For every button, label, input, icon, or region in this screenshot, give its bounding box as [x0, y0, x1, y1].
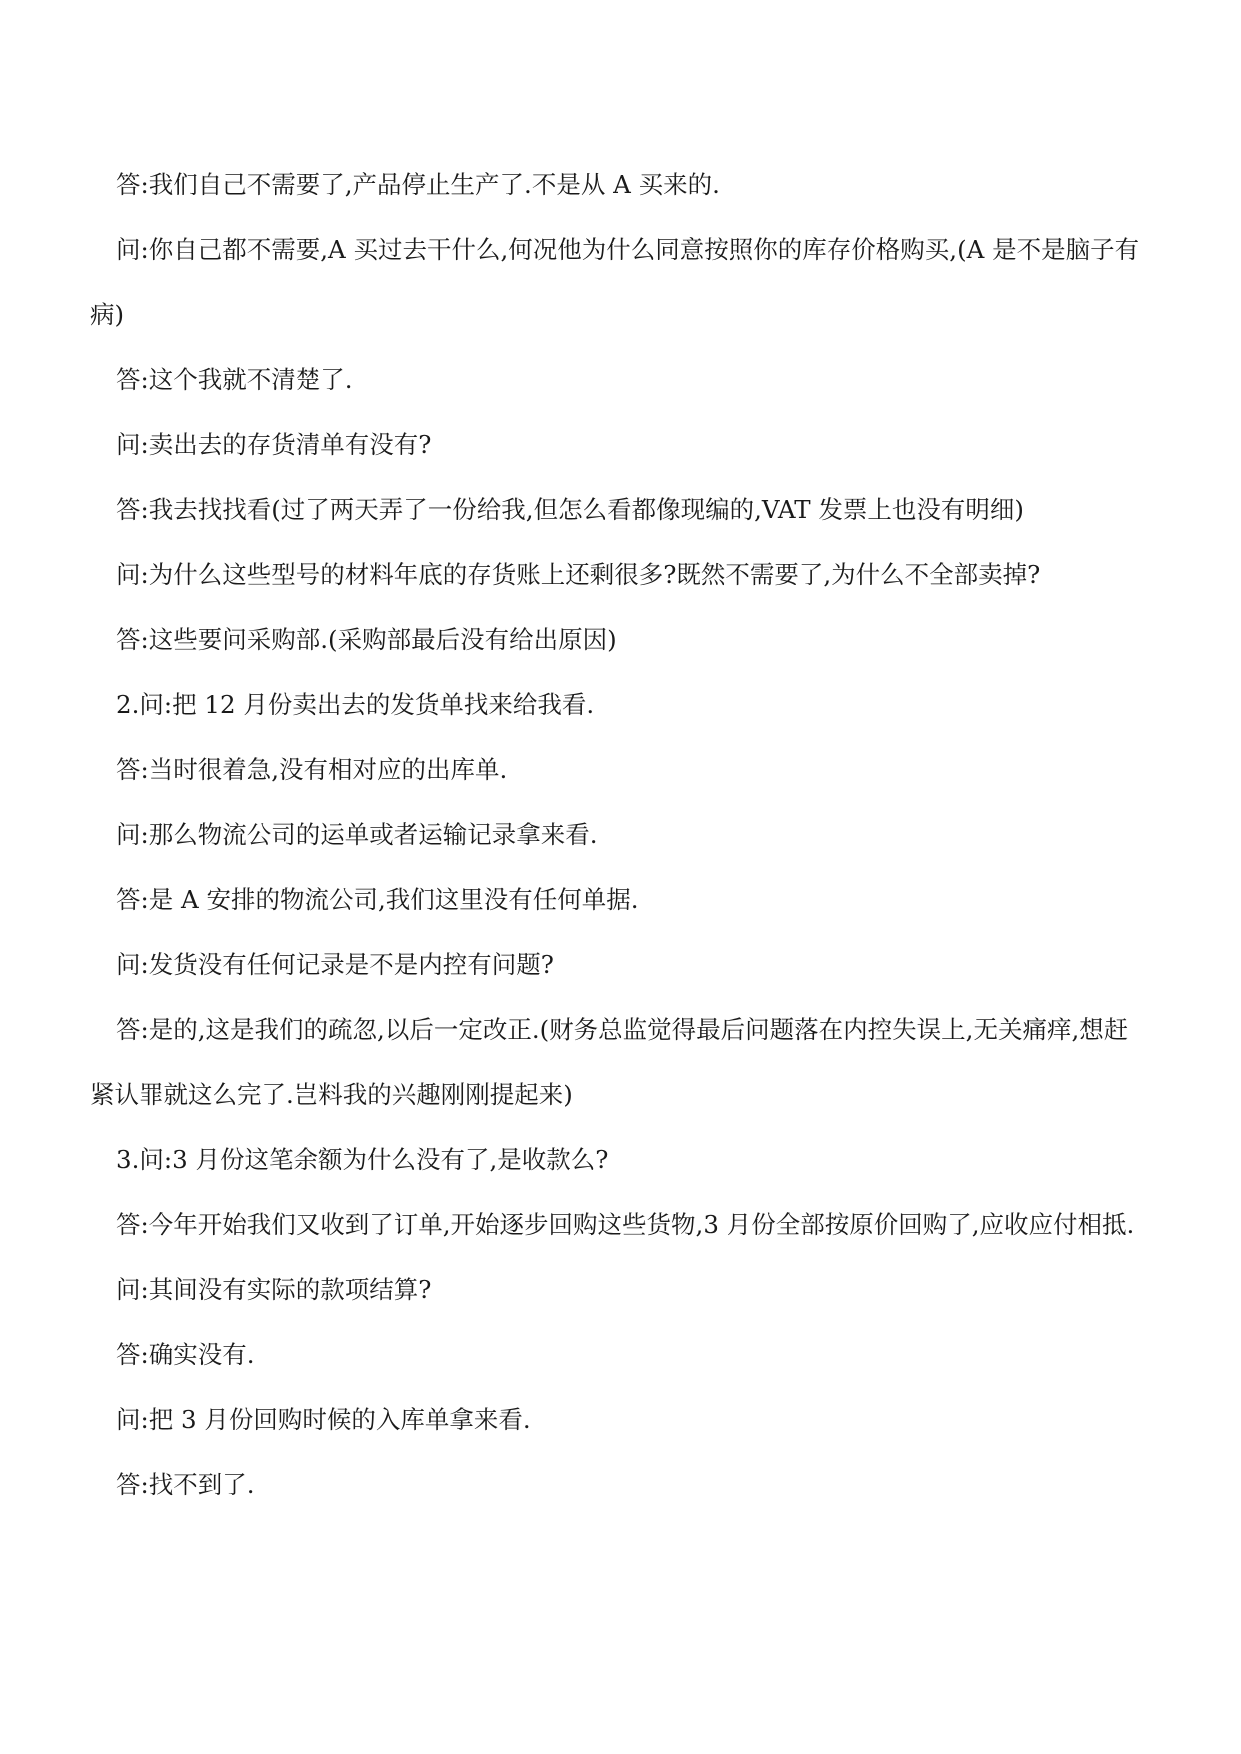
document-body: [90, 152, 1152, 1517]
paragraph: 答:是的,这是我们的疏忽,以后一定改正.(财务总监觉得最后问题落在内控失误上,无关痛痒,想赶紧认罪就这么完了.岂料我的兴趣刚刚提起来): [90, 1015, 1129, 1109]
paragraph: 问:卖出去的存货清单有没有?: [116, 430, 432, 459]
paragraph: 问:那么物流公司的运单或者运输记录拿来看.: [116, 820, 598, 849]
paragraph: 答:这个我就不清楚了.: [116, 365, 353, 394]
paragraph: 答:我们自己不需要了,产品停止生产了.不是从 A 买来的.: [116, 170, 720, 199]
paragraph: 问:你自己都不需要,A 买过去干什么,何况他为什么同意按照你的库存价格购买,(A 是不是脑子有病): [90, 235, 1140, 329]
paragraph: 答:找不到了.: [116, 1470, 255, 1499]
paragraph: 答:确实没有.: [116, 1340, 255, 1369]
paragraph: 答:今年开始我们又收到了订单,开始逐步回购这些货物,3 月份全部按原价回购了,应收应付相抵.: [116, 1210, 1135, 1239]
paragraph: 答:我去找找看(过了两天弄了一份给我,但怎么看都像现编的,VAT 发票上也没有明细): [116, 495, 1024, 524]
paragraph: 问:为什么这些型号的材料年底的存货账上还剩很多?既然不需要了,为什么不全部卖掉?: [116, 560, 1041, 589]
paragraph: 问:其间没有实际的款项结算?: [116, 1275, 432, 1304]
paragraph: 答:是 A 安排的物流公司,我们这里没有任何单据.: [116, 885, 639, 914]
paragraph: 3.问:3 月份这笔余额为什么没有了,是收款么?: [116, 1145, 609, 1174]
paragraph: 问:把 3 月份回购时候的入库单拿来看.: [116, 1405, 531, 1434]
paragraph: 答:这些要问采购部.(采购部最后没有给出原因): [116, 625, 617, 654]
paragraph: 答:当时很着急,没有相对应的出库单.: [116, 755, 508, 784]
paragraph: 2.问:把 12 月份卖出去的发货单找来给我看.: [116, 690, 595, 719]
paragraph: 问:发货没有任何记录是不是内控有问题?: [116, 950, 554, 979]
